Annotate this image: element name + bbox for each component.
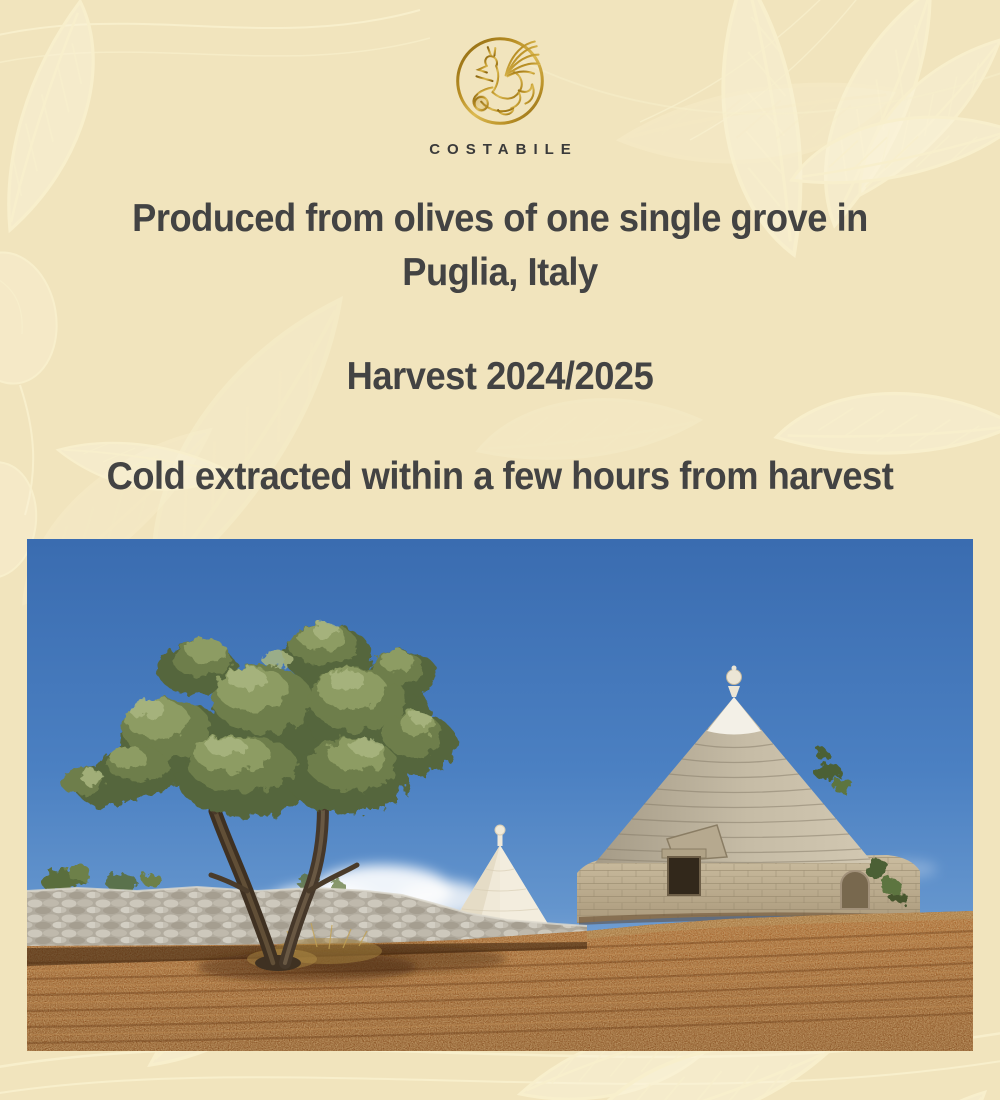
brand-name: COSTABILE bbox=[429, 141, 578, 158]
brand-logo bbox=[0, 34, 1000, 158]
extraction-heading: Cold extracted within a few hours from harvest bbox=[106, 455, 894, 498]
product-photo bbox=[27, 539, 973, 1051]
headline-line-2: Puglia, Italy bbox=[402, 250, 598, 294]
headline bbox=[0, 192, 1000, 300]
puglia-landscape-photo bbox=[27, 539, 973, 1051]
headline-line-1: Produced from olives of one single grove in bbox=[132, 197, 868, 240]
harvest-heading: Harvest 2024/2025 bbox=[346, 355, 654, 398]
brand-emblem-griffin-icon bbox=[453, 34, 547, 128]
